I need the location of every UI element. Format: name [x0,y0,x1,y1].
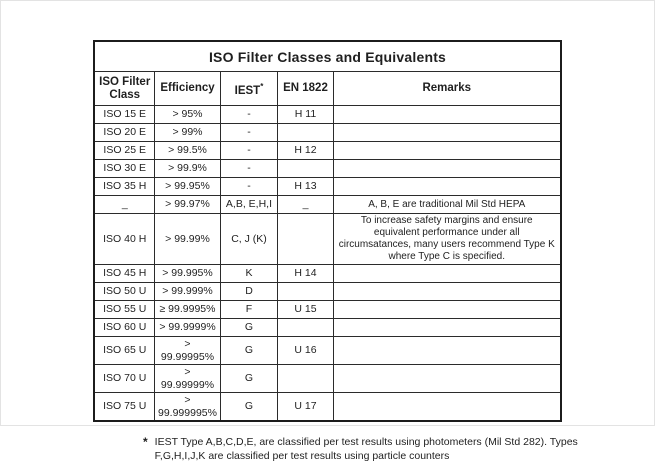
table-cell-iso-class: ISO 70 U [94,365,154,393]
table-cell-iest: G [220,365,277,393]
table-row [94,196,560,214]
table-header-row [94,72,560,106]
table-row [94,142,560,160]
table-cell-iest: G [220,337,277,365]
table-cell-iso-class: ISO 60 U [94,319,154,337]
table-cell-iest: C, J (K) [220,214,277,265]
footnote-reference-asterisk: * [260,81,264,91]
table-cell-remarks: A, B, E are traditional Mil Std HEPA [333,196,560,214]
table-row [94,214,560,265]
table-cell-en1822 [277,283,333,301]
table-row [94,337,560,365]
table-row [94,265,560,283]
table-cell-iest: - [220,106,277,124]
table-cell-efficiency: > 99.5% [154,142,220,160]
footnote-text [155,435,578,463]
iso-filter-table [93,40,561,422]
footnote-line-2: F,G,H,I,J,K are classified per test results using particle counters [154,450,450,462]
table-cell-remarks [333,160,560,178]
table-cell-iest: A,B, E,H,I [220,196,277,214]
table-cell-iso-class: ISO 65 U [94,337,154,365]
table-cell-iso-class: ISO 25 E [94,142,154,160]
table-cell-iso-class: ISO 75 U [94,393,154,422]
table-title: ISO Filter Classes and Equivalents [94,41,560,72]
table-cell-efficiency: > 99% [154,124,220,142]
table-cell-efficiency: > 99.99995% [154,337,220,365]
table-cell-efficiency: > 99.995% [154,265,220,283]
table-cell-iso-class: ISO 15 E [94,106,154,124]
table-cell-en1822: _ [277,196,333,214]
table-cell-iso-class: ISO 40 H [94,214,154,265]
footnote-marker: * [143,435,148,449]
table-row [94,393,560,422]
table-row [94,283,560,301]
table-cell-iso-class: _ [94,196,154,214]
table-cell-en1822 [277,160,333,178]
table-cell-iest: G [220,393,277,422]
column-header-efficiency: Efficiency [154,72,220,106]
table-cell-iso-class: ISO 30 E [94,160,154,178]
table-cell-efficiency: ≥ 99.9995% [154,301,220,319]
table-title-row [94,41,560,72]
column-header-remarks: Remarks [333,72,560,106]
footnote [143,435,654,463]
table-row [94,301,560,319]
table-cell-iest: G [220,319,277,337]
table-cell-en1822 [277,319,333,337]
table-cell-remarks [333,365,560,393]
table-cell-efficiency: > 99.99% [154,214,220,265]
table-row [94,178,560,196]
table-cell-remarks [333,337,560,365]
column-header-iso-class: ISO Filter Class [94,72,154,106]
table-cell-iest: - [220,124,277,142]
table-cell-remarks [333,265,560,283]
table-cell-remarks [333,301,560,319]
table-cell-iso-class: ISO 55 U [94,301,154,319]
table-cell-en1822: H 12 [277,142,333,160]
table-row [94,106,560,124]
table-cell-efficiency: > 99.999% [154,283,220,301]
table-cell-iso-class: ISO 20 E [94,124,154,142]
column-header-iest-label: IEST [234,84,261,97]
table-cell-iest: D [220,283,277,301]
table-cell-efficiency: > 99.9% [154,160,220,178]
table-cell-iest: F [220,301,277,319]
table-cell-en1822 [277,214,333,265]
table-cell-iso-class: ISO 35 H [94,178,154,196]
table-cell-iest: - [220,178,277,196]
table-cell-remarks: To increase safety margins and ensure equivalent performance under all circumsatances, many users recommend Type K where Type C is specified. [333,214,560,265]
column-header-iest [220,72,277,106]
table-row [94,365,560,393]
footnote-line-1: IEST Type A,B,C,D,E, are classified per test results using photometers (Mil Std 282). Types [154,436,578,448]
table-row [94,319,560,337]
table-cell-remarks [333,283,560,301]
column-header-en1822: EN 1822 [277,72,333,106]
table-cell-efficiency: > 99.9999% [154,319,220,337]
table-cell-efficiency: > 99.95% [154,178,220,196]
table-cell-remarks [333,124,560,142]
table-cell-iest: - [220,142,277,160]
table-cell-efficiency: > 99.97% [154,196,220,214]
table-body [94,106,560,422]
table-cell-iest: K [220,265,277,283]
table-cell-remarks [333,106,560,124]
table-row [94,124,560,142]
table-cell-en1822 [277,124,333,142]
table-cell-efficiency: > 99.999995% [154,393,220,422]
table-cell-en1822: H 13 [277,178,333,196]
table-cell-remarks [333,393,560,422]
table-cell-en1822: H 14 [277,265,333,283]
table-cell-en1822: U 17 [277,393,333,422]
table-cell-remarks [333,142,560,160]
table-cell-iso-class: ISO 50 U [94,283,154,301]
table-cell-remarks [333,178,560,196]
table-cell-remarks [333,319,560,337]
table-row [94,160,560,178]
table-cell-efficiency: > 99.99999% [154,365,220,393]
table-cell-en1822: H 11 [277,106,333,124]
table-cell-en1822: U 15 [277,301,333,319]
table-cell-en1822 [277,365,333,393]
table-cell-en1822: U 16 [277,337,333,365]
table-cell-iest: - [220,160,277,178]
table-cell-iso-class: ISO 45 H [94,265,154,283]
table-cell-efficiency: > 95% [154,106,220,124]
